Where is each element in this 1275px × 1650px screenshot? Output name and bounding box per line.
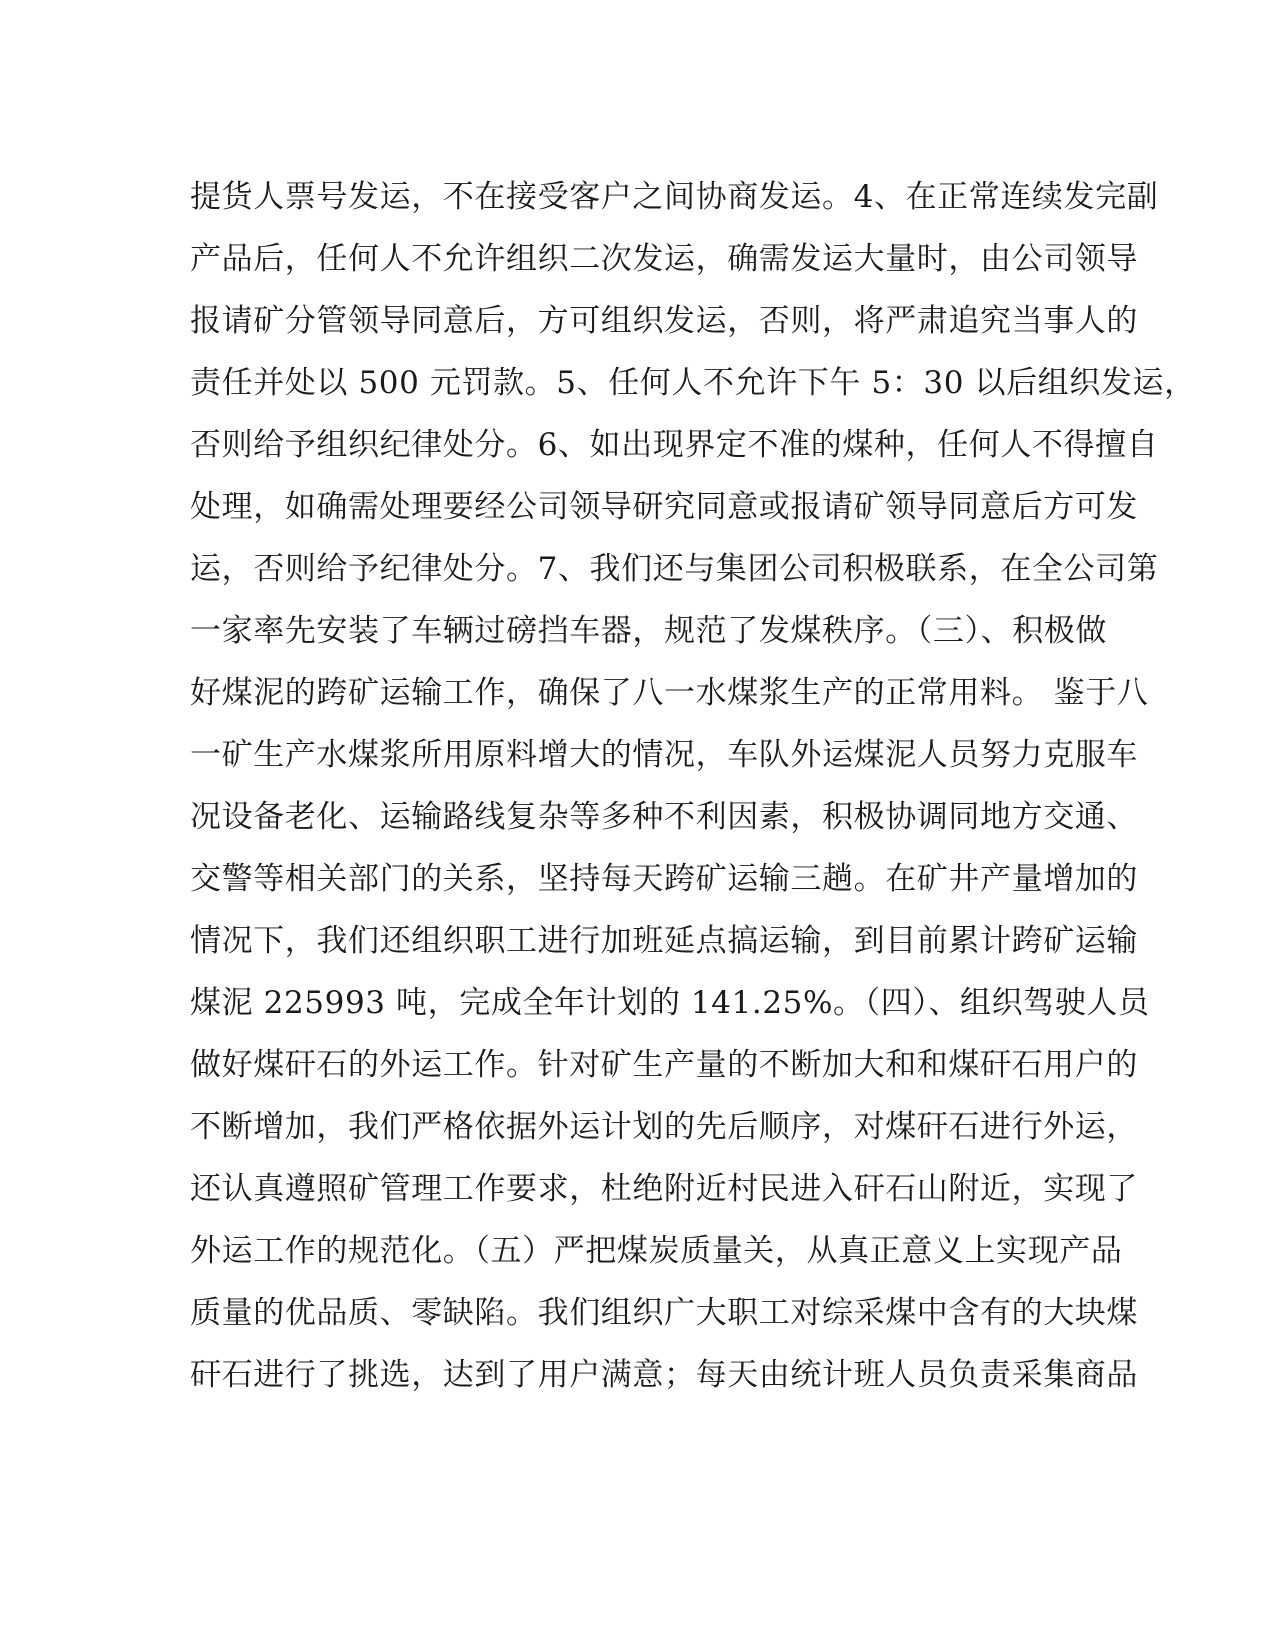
text-line: 况设备老化、运输路线复杂等多种不利因素，积极协调同地方交通、: [190, 799, 1138, 835]
text-line: 交警等相关部门的关系，坚持每天跨矿运输三趟。在矿井产量增加的: [190, 861, 1138, 897]
text-line: 矸石进行了挑选，达到了用户满意；每天由统计班人员负责采集商品: [190, 1357, 1138, 1393]
text-line: 一矿生产水煤浆所用原料增大的情况，车队外运煤泥人员努力克服车: [190, 737, 1138, 773]
body-text: [190, 166, 1196, 1406]
text-line: 煤泥 225993 吨，完成全年计划的 141.25%。（四）、组织驾驶人员: [190, 985, 1150, 1021]
text-line: 运，否则给予纪律处分。7、我们还与集团公司积极联系，在全公司第: [190, 551, 1159, 587]
text-line: 否则给予组织纪律处分。6、如出现界定不准的煤种，任何人不得擅自: [190, 427, 1159, 463]
text-line: 好煤泥的跨矿运输工作，确保了八一水煤浆生产的正常用料。 鉴于八: [190, 675, 1149, 711]
text-line: 还认真遵照矿管理工作要求，杜绝附近村民进入矸石山附近，实现了: [190, 1171, 1138, 1207]
text-line: 产品后，任何人不允许组织二次发运，确需发运大量时，由公司领导: [190, 241, 1138, 277]
text-line: 责任并处以 500 元罚款。5、任何人不允许下午 5：30 以后组织发运，: [190, 365, 1196, 401]
text-line: 提货人票号发运，不在接受客户之间协商发运。4、在正常连续发完副: [190, 179, 1159, 215]
text-line: 报请矿分管领导同意后，方可组织发运，否则，将严肃追究当事人的: [190, 303, 1138, 339]
text-line: 外运工作的规范化。（五）严把煤炭质量关，从真正意义上实现产品: [190, 1233, 1123, 1269]
text-line: 一家率先安装了车辆过磅挡车器，规范了发煤秩序。（三）、积极做: [190, 613, 1107, 649]
text-line: 质量的优品质、零缺陷。我们组织广大职工对综采煤中含有的大块煤: [190, 1295, 1138, 1331]
text-line: 情况下，我们还组织职工进行加班延点搞运输，到目前累计跨矿运输: [190, 923, 1138, 959]
text-line: 处理，如确需处理要经公司领导研究同意或报请矿领导同意后方可发: [190, 489, 1138, 525]
text-line: 不断增加，我们严格依据外运计划的先后顺序，对煤矸石进行外运，: [190, 1109, 1138, 1145]
text-line: 做好煤矸石的外运工作。针对矿生产量的不断加大和和煤矸石用户的: [190, 1047, 1138, 1083]
